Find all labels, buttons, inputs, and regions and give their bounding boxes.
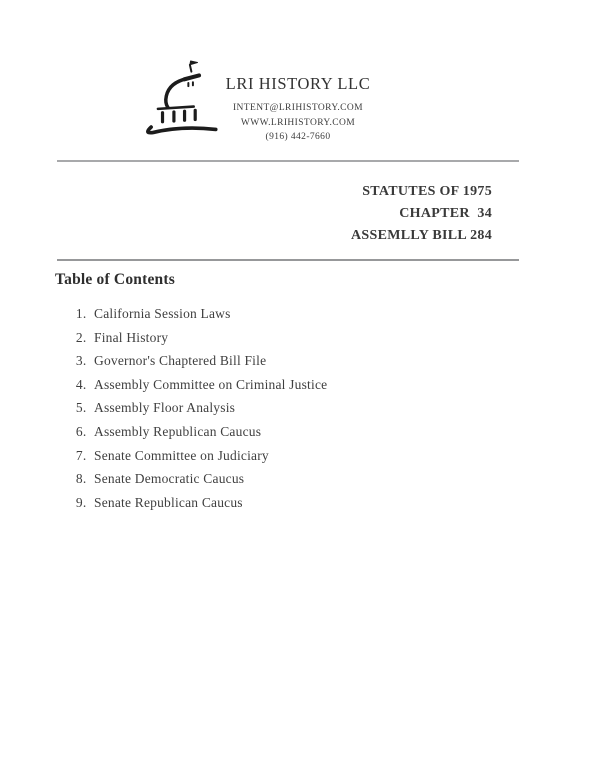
toc-title: Table of Contents bbox=[55, 271, 175, 288]
toc-item: 8. Senate Democratic Caucus bbox=[90, 467, 327, 491]
toc-item: 2. Final History bbox=[90, 326, 327, 350]
bill-line: ASSEMLLY BILL 284 bbox=[350, 228, 492, 243]
toc-item: 9. Senate Republican Caucus bbox=[90, 491, 327, 515]
capitol-dome-sketch-icon bbox=[142, 60, 218, 138]
toc-item: 3. Governor's Chaptered Bill File bbox=[90, 349, 327, 373]
toc-item: 6. Assembly Republican Caucus bbox=[90, 420, 327, 444]
document-info bbox=[192, 181, 492, 247]
chapter-line: CHAPTER 34 bbox=[399, 206, 492, 221]
statutes-line: STATUTES OF 1975 bbox=[362, 184, 492, 199]
toc-list bbox=[60, 302, 327, 514]
top-divider bbox=[57, 160, 519, 162]
letterhead bbox=[208, 74, 388, 145]
email-line: INTENT@LRIHISTORY.COM bbox=[232, 103, 363, 113]
website-line: WWW.LRIHISTORY.COM bbox=[240, 117, 356, 128]
phone-line: (916) 442-7660 bbox=[265, 132, 331, 142]
toc-item: 1. California Session Laws bbox=[90, 302, 327, 326]
contact-block bbox=[208, 101, 388, 145]
toc-item: 5. Assembly Floor Analysis bbox=[90, 396, 327, 420]
bottom-divider bbox=[57, 259, 519, 261]
toc-item: 7. Senate Committee on Judiciary bbox=[90, 444, 327, 468]
company-name: LRI HISTORY LLC bbox=[225, 74, 371, 93]
toc-item: 4. Assembly Committee on Criminal Justice bbox=[90, 373, 327, 397]
